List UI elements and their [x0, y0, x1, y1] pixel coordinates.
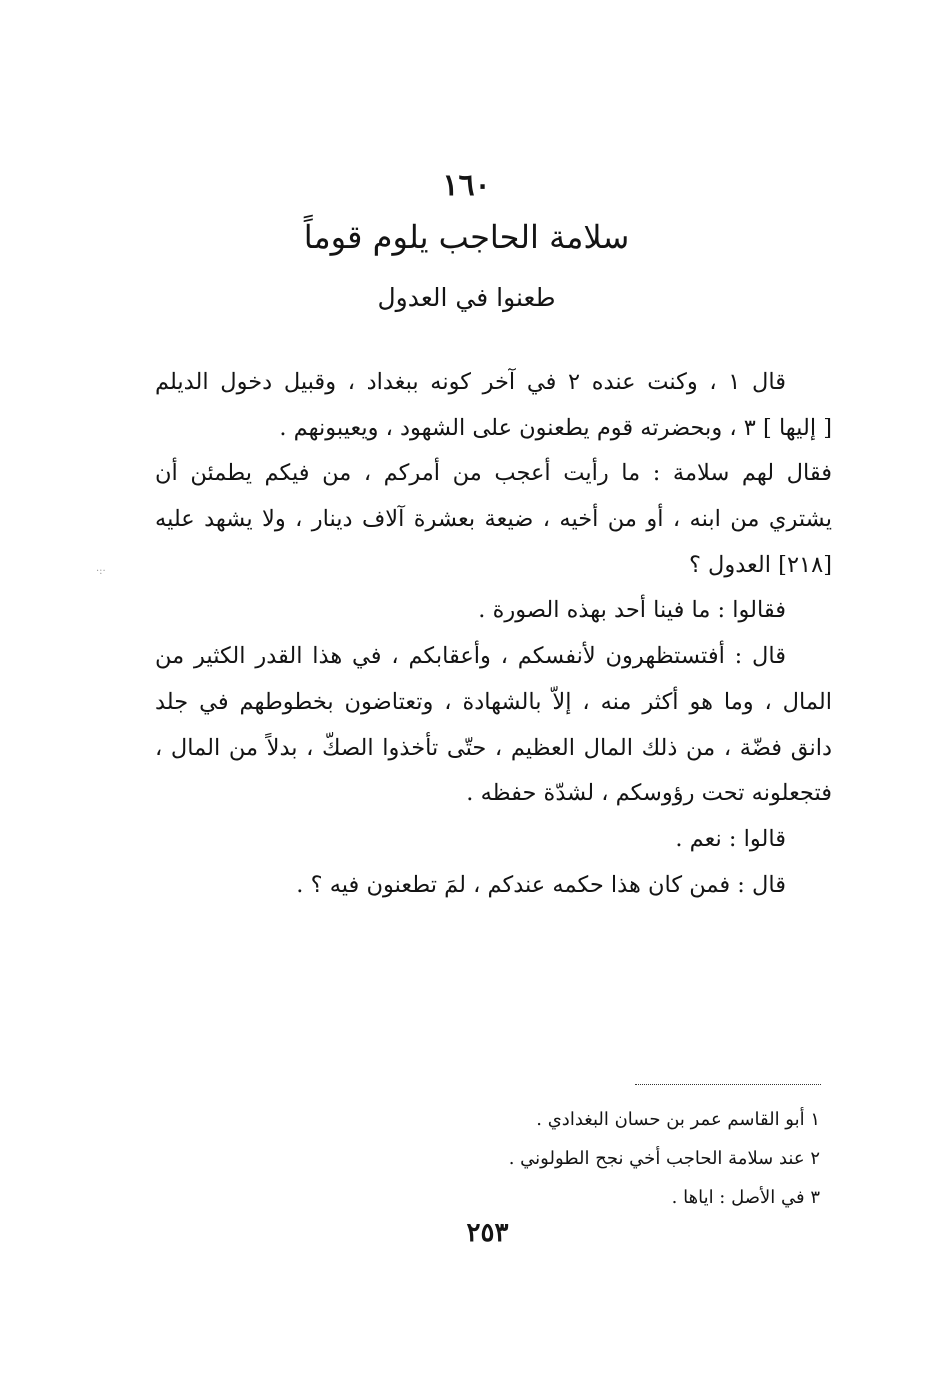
footnotes	[420, 1100, 820, 1217]
body-line: فقالوا : ما فينا أحد بهذه الصورة .	[478, 597, 786, 624]
footnote-item: ٣ في الأصل : اياها .	[671, 1187, 820, 1208]
footnote-item: ٢ عند سلامة الحاجب أخي نجح الطولوني .	[508, 1148, 820, 1169]
section-subtitle: طعنوا في العدول	[377, 283, 556, 312]
section-number: ١٦٠	[442, 168, 491, 203]
section-title: سلامة الحاجب يلوم قوماً	[303, 218, 630, 256]
footnote-item: ١ أبو القاسم عمر بن حسان البغدادي .	[536, 1109, 820, 1130]
body-line: قال ١ ، وكنت عنده ٢ في آخر كونه ببغداد ، وقبيل دخول الديلم	[155, 369, 786, 395]
margin-mark: ·:·	[96, 566, 106, 577]
body-line: فقال لهم سلامة : ما رأيت أعجب من أمركم ، من فيكم يطمئن أن	[155, 460, 832, 487]
body-line: قال : أفتستظهرون لأنفسكم ، وأعقابكم ، في هذا القدر الكثير من	[155, 643, 786, 670]
body-line: [٢١٨] العدول ؟	[688, 551, 832, 578]
body-line: قالوا : نعم .	[675, 825, 786, 852]
body-text	[155, 360, 832, 908]
body-line: [ إليها ] ٣ ، وبحضرته قوم يطعنون على الشهود ، ويعيبونهم .	[279, 414, 832, 441]
footnote-divider	[635, 1084, 821, 1085]
body-line: قال : فمن كان هذا حكمه عندكم ، لمَ تطعنون فيه ؟ .	[296, 871, 786, 898]
body-line: المال ، وما هو أكثر منه ، إلاّ بالشهادة ، وتعتاضون بخطوطهم في جلد	[155, 688, 832, 715]
body-line: فتجعلونه تحت رؤوسكم ، لشدّة حفظه .	[466, 780, 832, 807]
body-line: يشتري من ابنه ، أو من أخيه ، ضيعة بعشرة آلاف دينار ، ولا يشهد عليه	[155, 506, 832, 533]
page-number: ٢٥٣	[466, 1218, 509, 1248]
body-line: دانق فضّة ، من ذلك المال العظيم ، حتّى تأخذوا الصكّ ، بدلاً من المال ،	[155, 734, 832, 761]
